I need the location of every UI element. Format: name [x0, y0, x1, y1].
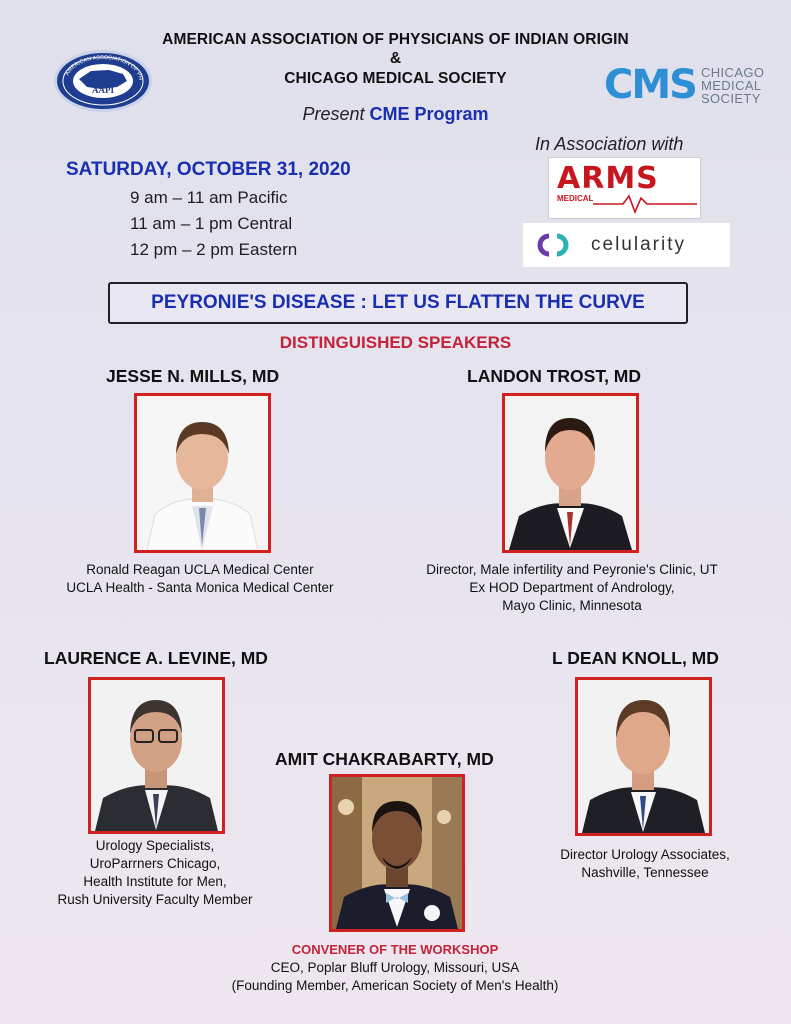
speaker-name-levine: LAURENCE A. LEVINE, MD: [44, 648, 268, 668]
affiliation-line: UroParrners Chicago,: [89, 856, 221, 871]
present-program: CME Program: [369, 104, 489, 124]
header-line2: CHICAGO MEDICAL SOCIETY: [284, 70, 507, 87]
cms-line2: MEDICAL: [700, 77, 762, 93]
convener-label: CONVENER OF THE WORKSHOP: [291, 942, 499, 957]
aapi-center-text: AAPI: [92, 85, 114, 95]
affiliation-mills: [50, 561, 350, 597]
photo-knoll: [575, 677, 712, 836]
program-title: PEYRONIE'S DISEASE : LET US FLATTEN THE CURVE: [108, 282, 688, 324]
photo-levine: [88, 677, 225, 834]
affiliation-line: Urology Specialists,: [95, 838, 215, 853]
affiliation-line: UCLA Health - Santa Monica Medical Center: [66, 580, 334, 595]
arms-word: ARMS: [557, 161, 659, 196]
cms-logo: [604, 62, 764, 108]
association-label: In Association with: [535, 134, 684, 154]
affiliation-line: Nashville, Tennessee: [581, 865, 709, 880]
affiliation-trost: [392, 561, 752, 615]
time-pacific: 9 am – 11 am Pacific: [130, 188, 288, 207]
header-amp: &: [389, 50, 402, 67]
cms-line3: SOCIETY: [700, 90, 761, 106]
aapi-ring-text: AMERICAN ASSOCIATION OF PH: [64, 54, 144, 81]
speaker-name-chakrabarty: AMIT CHAKRABARTY, MD: [275, 749, 494, 769]
header-line1: AMERICAN ASSOCIATION OF PHYSICIANS OF INDIAN ORIGIN: [162, 31, 629, 48]
affiliation-line: Ex HOD Department of Andrology,: [469, 580, 675, 595]
affiliation-line: Director Urology Associates,: [560, 847, 730, 862]
aapi-seal-icon: [57, 53, 149, 109]
event-date: SATURDAY, OCTOBER 31, 2020: [66, 159, 351, 180]
portrait-trost: [505, 396, 636, 550]
speaker-name-mills: JESSE N. MILLS, MD: [106, 366, 280, 386]
speaker-name-trost: LANDON TROST, MD: [467, 366, 642, 386]
photo-chakrabarty: [329, 774, 465, 932]
portrait-knoll: [578, 680, 709, 833]
affiliation-line: Mayo Clinic, Minnesota: [502, 598, 642, 613]
speaker-name-knoll: L DEAN KNOLL, MD: [552, 648, 719, 668]
affiliation-levine: [30, 837, 280, 909]
present-prefix: Present: [302, 104, 365, 124]
affiliation-line: CEO, Poplar Bluff Urology, Missouri, USA: [270, 960, 520, 975]
portrait-chakrabarty: [332, 777, 462, 929]
arms-sub: MEDICAL: [557, 194, 594, 203]
affiliation-knoll: [530, 846, 760, 882]
time-eastern: 12 pm – 2 pm Eastern: [130, 240, 298, 259]
section-heading: DISTINGUISHED SPEAKERS: [279, 333, 512, 352]
affiliation-chakrabarty: [180, 959, 610, 995]
portrait-levine: [91, 680, 222, 831]
cms-line1: CHICAGO: [700, 64, 765, 80]
heartbeat-icon: [593, 192, 697, 214]
affiliation-line: Health Institute for Men,: [83, 874, 227, 889]
affiliation-line: (Founding Member, American Society of Men's Health): [231, 978, 559, 993]
affiliation-line: Rush University Faculty Member: [57, 892, 253, 907]
affiliation-line: Director, Male infertility and Peyronie's Clinic, UT: [426, 562, 718, 577]
celularity-word: celularity: [591, 234, 686, 255]
time-central: 11 am – 1 pm Central: [130, 214, 293, 233]
celularity-mark-icon: [531, 230, 575, 260]
cms-wordmark: [701, 66, 764, 105]
cms-mark: CMS: [604, 62, 696, 108]
photo-mills: [134, 393, 271, 553]
celularity-logo: [523, 223, 730, 267]
arms-medical-logo: [548, 157, 701, 219]
photo-trost: [502, 393, 639, 553]
portrait-mills: [137, 396, 268, 550]
affiliation-line: Ronald Reagan UCLA Medical Center: [86, 562, 314, 577]
aapi-logo: [54, 50, 152, 112]
